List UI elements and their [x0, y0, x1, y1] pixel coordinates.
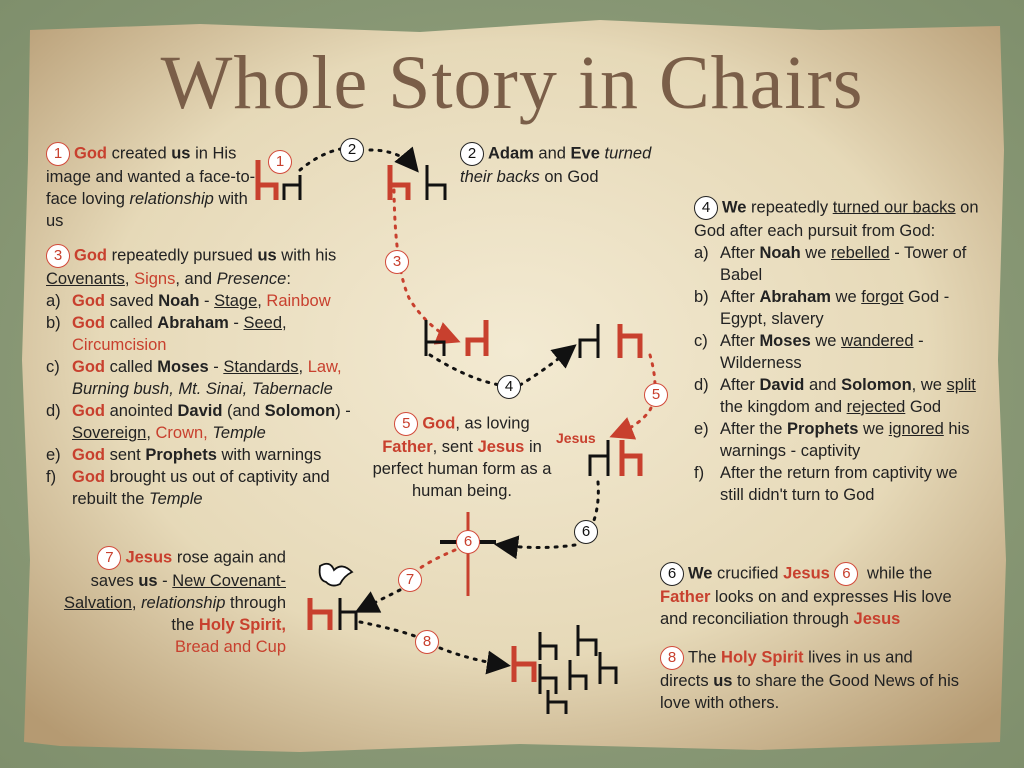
word-father: Father — [382, 438, 433, 456]
text: we — [810, 332, 842, 350]
text: - — [228, 314, 244, 332]
word-we: We — [722, 198, 747, 217]
word-god: God — [422, 414, 456, 433]
text: After the return from captivity we still didn't turn to God — [720, 464, 958, 504]
text: through the — [171, 594, 286, 634]
word-god: God — [72, 358, 105, 376]
word-moses: Moses — [759, 332, 811, 350]
text: - Wilderness — [720, 332, 924, 372]
text: The — [688, 648, 722, 667]
chair-us-icon — [540, 625, 616, 714]
marker-6: 6 — [660, 562, 684, 586]
text: - — [199, 292, 215, 310]
marker-7: 7 — [97, 546, 121, 570]
word-temple: Temple — [212, 424, 266, 442]
word-god: God — [72, 314, 105, 332]
text: and — [804, 376, 842, 394]
word-relationship: relationship — [141, 594, 226, 612]
path-4a — [430, 355, 500, 385]
diagram-marker-8: 8 — [415, 630, 439, 654]
word-crown: Crown, — [155, 424, 208, 442]
diagram-marker-6-red: 6 — [456, 530, 480, 554]
word-us: us — [138, 572, 158, 590]
word-jesus: Jesus — [783, 564, 830, 583]
word-david: David — [177, 402, 223, 420]
word-moses: Moses — [157, 358, 209, 376]
text: we — [830, 288, 862, 306]
word-david: David — [759, 376, 805, 394]
text: repeatedly — [746, 198, 833, 217]
chair-god-icon — [310, 598, 330, 630]
cross-icon — [440, 512, 496, 596]
marker-8: 8 — [660, 646, 684, 670]
chair-god-icon — [514, 646, 534, 682]
marker-3: 3 — [46, 244, 70, 268]
text: sent — [105, 446, 146, 464]
list-key: f) — [46, 468, 57, 486]
word-law: Law, — [307, 358, 342, 376]
word-wandered: wandered — [841, 332, 914, 350]
word-split: split — [946, 376, 976, 394]
chair-us-icon — [580, 324, 598, 358]
diagram-marker-7: 7 — [398, 568, 422, 592]
word-temple: Temple — [149, 490, 203, 508]
marker-2: 2 — [460, 142, 484, 166]
chair-us-icon — [427, 165, 445, 200]
word-adam: Adam — [488, 144, 534, 163]
word-god: God — [72, 468, 105, 486]
text: God - Egypt, slavery — [720, 288, 950, 328]
word-presence: Presence — [216, 270, 287, 288]
word-solomon: Solomon — [841, 376, 912, 394]
text: , sent — [432, 438, 478, 456]
word-rainbow: Rainbow — [266, 292, 331, 310]
list-key: b) — [694, 288, 709, 306]
text: brought us out of captivity and rebuilt the — [72, 468, 330, 508]
word-prophets: Prophets — [145, 446, 217, 464]
list-key: d) — [46, 402, 61, 420]
text: After the — [720, 420, 787, 438]
chair-god-icon — [468, 320, 486, 356]
text: , as loving — [455, 414, 530, 433]
word-standards: Standards — [223, 358, 299, 376]
text: : — [286, 270, 291, 288]
marker-4: 4 — [694, 196, 718, 220]
text: turned their backs — [460, 144, 652, 186]
word-prophets: Prophets — [786, 420, 859, 438]
text: to share the Good News of his love with others. — [660, 672, 959, 712]
diagram-marker-2: 2 — [340, 138, 364, 162]
text: , — [146, 424, 156, 442]
chair-god-icon — [620, 324, 640, 358]
diagram-marker-4: 4 — [497, 375, 521, 399]
path-6b — [500, 545, 575, 548]
text: , and — [175, 270, 217, 288]
text: After — [720, 376, 760, 394]
chair-god-icon — [622, 440, 640, 476]
marker-5: 5 — [394, 412, 418, 436]
text: crucified — [712, 564, 784, 583]
text: ) - — [335, 402, 351, 420]
text: , — [282, 314, 287, 332]
chair-us-icon — [340, 598, 356, 630]
marker-1: 1 — [46, 142, 70, 166]
word-new-covenant: New Covenant-Salvation — [64, 572, 286, 612]
text: on God after each pursuit from God: — [694, 198, 979, 240]
word-us: us — [713, 672, 733, 690]
word-jesus: Jesus — [853, 610, 901, 628]
text: , — [298, 358, 308, 376]
text: saved — [105, 292, 159, 310]
text: , we — [911, 376, 947, 394]
text: his warnings - captivity — [720, 420, 970, 460]
word-god: God — [72, 292, 105, 310]
word-rebelled: rebelled — [830, 244, 890, 262]
word-noah: Noah — [759, 244, 801, 262]
text: anointed — [105, 402, 178, 420]
word-god: God — [74, 144, 107, 163]
word-jesus: Jesus — [125, 548, 173, 567]
word-forgot: forgot — [861, 288, 904, 306]
text: in His image and wanted a face-to-face loving — [46, 144, 256, 208]
text: rose again and saves — [90, 548, 286, 590]
word-rejected: rejected — [846, 398, 906, 416]
marker-6-red: 6 — [834, 562, 858, 586]
word-us: us — [171, 144, 191, 163]
word-seed: Seed — [243, 314, 283, 332]
text: - — [157, 572, 173, 590]
list-key: a) — [694, 244, 709, 262]
text: After — [720, 332, 760, 350]
list-key: c) — [46, 358, 60, 376]
word-abraham: Abraham — [157, 314, 229, 332]
text: the kingdom and — [720, 398, 847, 416]
path-7b — [360, 590, 400, 610]
text: while the — [862, 564, 933, 583]
text: we — [800, 244, 831, 262]
word-ignored: ignored — [888, 420, 944, 438]
jesus-label: Jesus — [556, 430, 596, 446]
list-key: c) — [694, 332, 708, 350]
text: called — [105, 314, 158, 332]
word-relationship: relationship — [129, 190, 214, 208]
word-sovereign: Sovereign — [72, 424, 147, 442]
word-eve: Eve — [570, 144, 600, 163]
chair-us-icon — [284, 175, 300, 200]
text: with his — [276, 246, 337, 265]
word-circumcision: Circumcision — [72, 336, 167, 354]
path-4b — [520, 348, 572, 385]
word-father: Father — [660, 588, 711, 606]
word-holy-spirit: Holy Spirit — [721, 648, 804, 667]
chair-us-icon — [426, 320, 444, 356]
diagram-marker-3: 3 — [385, 250, 409, 274]
word-solomon: Solomon — [264, 402, 336, 420]
word-god: God — [74, 246, 107, 265]
text: on God — [539, 168, 599, 186]
word-us: us — [257, 246, 277, 265]
list-key: b) — [46, 314, 61, 332]
list-key: f) — [694, 464, 705, 482]
text: with us — [46, 190, 248, 230]
word-bread-and-cup: Bread and Cup — [175, 638, 286, 656]
word-jesus: Jesus — [477, 438, 525, 456]
diagram-marker-5: 5 — [644, 383, 668, 407]
text: created — [107, 144, 172, 163]
text: After — [720, 244, 760, 262]
word-signs: Signs — [134, 270, 176, 288]
list-key: e) — [46, 446, 61, 464]
text: in perfect human form as a human being. — [372, 438, 552, 500]
text: God — [905, 398, 942, 416]
text: and — [533, 144, 571, 163]
text: called — [105, 358, 158, 376]
dove-icon — [320, 564, 352, 586]
text: (and — [222, 402, 265, 420]
diagram-marker-1: 1 — [268, 150, 292, 174]
word-holy-spirit: Holy Spirit, — [198, 616, 286, 634]
text: , — [131, 594, 142, 612]
text: lives in us and directs — [660, 648, 913, 690]
word-noah: Noah — [158, 292, 200, 310]
list-key: d) — [694, 376, 709, 394]
text: with warnings — [216, 446, 322, 464]
text: , — [124, 270, 135, 288]
diagram-marker-6: 6 — [574, 520, 598, 544]
text: repeatedly pursued — [107, 246, 258, 265]
word-turned-backs: turned our backs — [832, 198, 956, 217]
list-key: a) — [46, 292, 61, 310]
word-we: We — [688, 564, 713, 583]
word-god: God — [72, 402, 105, 420]
word-covenants: Covenants — [46, 270, 125, 288]
word-god: God — [72, 446, 105, 464]
text: Burning bush, Mt. Sinai, Tabernacle — [72, 380, 333, 398]
text: we — [858, 420, 889, 438]
text: , — [257, 292, 267, 310]
text: After — [720, 288, 760, 306]
text: - — [208, 358, 224, 376]
word-stage: Stage — [214, 292, 258, 310]
path-8a — [360, 622, 420, 638]
chair-god-icon — [390, 165, 408, 200]
path-8b — [440, 648, 505, 665]
text: looks on and expresses His love and reconciliation through — [660, 588, 952, 628]
text: - Tower of Babel — [720, 244, 967, 284]
page-title: Whole Story in Chairs — [160, 41, 864, 125]
word-abraham: Abraham — [759, 288, 831, 306]
list-key: e) — [694, 420, 709, 438]
